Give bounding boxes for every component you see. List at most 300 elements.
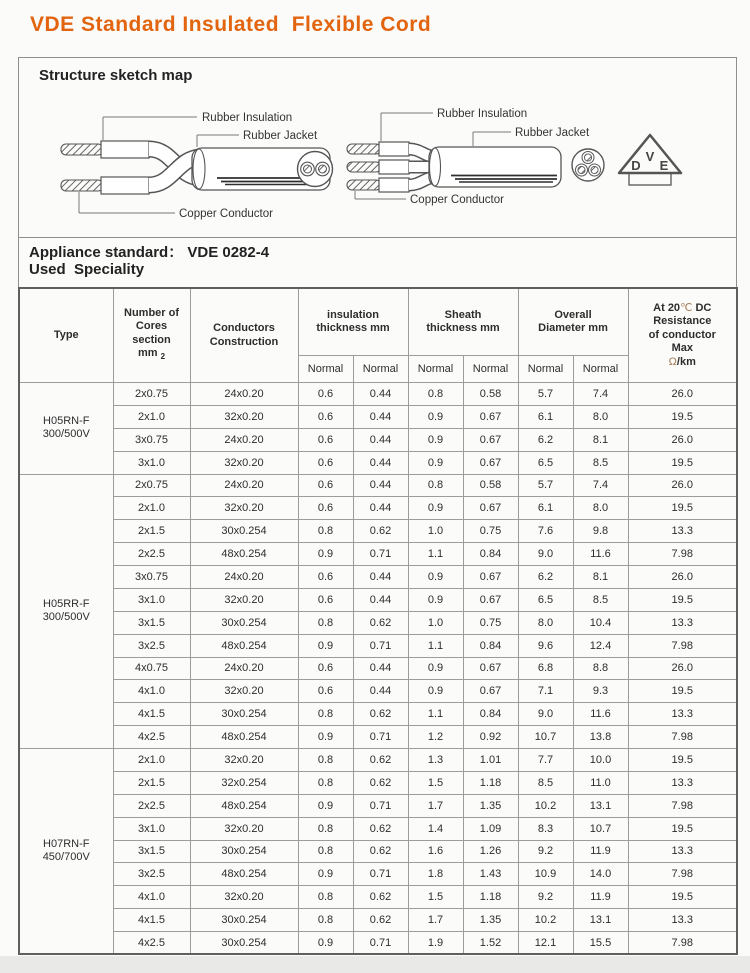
data-cell: 9.6 <box>518 634 573 657</box>
data-cell: 0.8 <box>408 383 463 406</box>
data-cell: 0.67 <box>463 588 518 611</box>
header-overall-line2: Diameter mm <box>538 322 608 334</box>
data-cell: 0.62 <box>353 749 408 772</box>
data-cell: 4x2.5 <box>113 932 190 955</box>
label-copper-conductor: Copper Conductor <box>410 194 504 206</box>
data-cell: 10.0 <box>573 749 628 772</box>
data-cell: 1.7 <box>408 794 463 817</box>
data-cell: 12.1 <box>518 932 573 955</box>
data-cell: 7.98 <box>628 726 737 749</box>
table-row <box>19 817 737 840</box>
data-cell: 0.67 <box>463 680 518 703</box>
header-resistance-line3: of conductor <box>648 328 716 341</box>
data-cell: 2x1.0 <box>113 749 190 772</box>
subheader-normal-3: Normal <box>408 356 463 383</box>
data-cell: 24x0.20 <box>190 383 298 406</box>
data-cell: 9.8 <box>573 520 628 543</box>
data-cell: 1.09 <box>463 817 518 840</box>
header-conductors-line2: Construction <box>209 335 279 348</box>
table-row <box>19 726 737 749</box>
data-cell: 0.8 <box>298 909 353 932</box>
page-title: VDE Standard Insulated Flexible Cord <box>30 13 432 36</box>
label-rubber-jacket: Rubber Jacket <box>515 127 590 139</box>
data-cell: 13.1 <box>573 909 628 932</box>
data-cell: 24x0.20 <box>190 657 298 680</box>
data-cell: 4x1.5 <box>113 909 190 932</box>
data-cell: 7.98 <box>628 543 737 566</box>
data-cell: 3x2.5 <box>113 863 190 886</box>
data-cell: 3x1.0 <box>113 588 190 611</box>
data-cell: 1.35 <box>463 909 518 932</box>
data-cell: 4x1.0 <box>113 886 190 909</box>
data-cell: 0.71 <box>353 863 408 886</box>
wire-3 <box>347 178 409 192</box>
data-cell: 2x1.0 <box>113 405 190 428</box>
data-cell: 3x2.5 <box>113 634 190 657</box>
structure-sketch-box <box>18 57 737 238</box>
data-cell: 0.62 <box>353 771 408 794</box>
data-cell: 7.98 <box>628 932 737 955</box>
data-cell: 0.44 <box>353 588 408 611</box>
data-cell: 0.67 <box>463 497 518 520</box>
table-row <box>19 886 737 909</box>
data-cell: 2x2.5 <box>113 794 190 817</box>
data-cell: 0.44 <box>353 428 408 451</box>
header-insulation-line1: insulation <box>327 308 379 321</box>
data-cell: 0.62 <box>353 840 408 863</box>
data-cell: 1.6 <box>408 840 463 863</box>
data-cell: 3x0.75 <box>113 428 190 451</box>
type-cell-H05RR-F: H05RR-F 300/500V <box>19 474 113 749</box>
table-row <box>19 932 737 955</box>
label-rubber-insulation: Rubber Insulation <box>202 112 293 124</box>
data-cell: 8.1 <box>573 428 628 451</box>
data-cell: 0.9 <box>298 634 353 657</box>
data-cell: 2x0.75 <box>113 474 190 497</box>
wire-bottom <box>61 177 149 194</box>
data-cell: 32x0.20 <box>190 886 298 909</box>
data-cell: 8.1 <box>573 566 628 589</box>
cross-section-3core <box>572 149 604 181</box>
data-cell: 32x0.20 <box>190 680 298 703</box>
header-type: Type <box>19 288 113 383</box>
header-insulation <box>298 288 408 356</box>
data-cell: 0.62 <box>353 886 408 909</box>
data-cell: 0.9 <box>408 405 463 428</box>
data-cell: 0.8 <box>298 886 353 909</box>
data-cell: 0.9 <box>298 863 353 886</box>
table-row <box>19 588 737 611</box>
data-cell: 4x1.0 <box>113 680 190 703</box>
sketch-heading: Structure sketch map <box>39 67 193 84</box>
data-cell: 48x0.254 <box>190 863 298 886</box>
table-row <box>19 405 737 428</box>
data-cell: 6.1 <box>518 405 573 428</box>
data-cell: 0.44 <box>353 451 408 474</box>
table-row <box>19 520 737 543</box>
data-cell: 19.5 <box>628 451 737 474</box>
data-cell: 1.35 <box>463 794 518 817</box>
data-cell: 0.6 <box>298 497 353 520</box>
data-cell: 13.3 <box>628 771 737 794</box>
table-row <box>19 543 737 566</box>
data-cell: 0.8 <box>298 520 353 543</box>
vde-letter-d: D <box>631 158 641 173</box>
data-cell: 0.44 <box>353 474 408 497</box>
data-cell: 0.8 <box>298 749 353 772</box>
subheader-normal-5: Normal <box>518 356 573 383</box>
data-cell: 7.4 <box>573 474 628 497</box>
header-cores-line2: Cores <box>135 320 168 333</box>
header-overall <box>518 288 628 356</box>
data-cell: 0.9 <box>408 657 463 680</box>
data-cell: 10.7 <box>573 817 628 840</box>
data-cell: 0.71 <box>353 634 408 657</box>
data-cell: 30x0.254 <box>190 611 298 634</box>
data-cell: 0.67 <box>463 657 518 680</box>
vde-letter-v: V <box>645 149 655 164</box>
data-cell: 26.0 <box>628 474 737 497</box>
data-cell: 5.7 <box>518 383 573 406</box>
data-cell: 1.2 <box>408 726 463 749</box>
data-cell: 0.9 <box>298 543 353 566</box>
header-sheath <box>408 288 518 356</box>
data-cell: 0.8 <box>298 771 353 794</box>
type-cell-H05RN-F: H05RN-F 300/500V <box>19 383 113 475</box>
appliance-standard-section <box>18 236 737 287</box>
spec-table <box>18 287 738 955</box>
data-cell: 0.44 <box>353 680 408 703</box>
data-cell: 0.58 <box>463 383 518 406</box>
data-cell: 26.0 <box>628 383 737 406</box>
data-cell: 1.3 <box>408 749 463 772</box>
data-cell: 0.75 <box>463 611 518 634</box>
data-cell: 13.3 <box>628 840 737 863</box>
header-cores-line1: Number of <box>124 306 179 319</box>
data-cell: 13.3 <box>628 520 737 543</box>
wire-top <box>61 141 149 158</box>
data-cell: 13.1 <box>573 794 628 817</box>
table-row <box>19 840 737 863</box>
vde-letter-e: E <box>659 158 669 173</box>
data-cell: 32x0.20 <box>190 749 298 772</box>
data-cell: 0.9 <box>298 726 353 749</box>
data-cell: 10.7 <box>518 726 573 749</box>
table-row <box>19 634 737 657</box>
data-cell: 0.8 <box>298 840 353 863</box>
data-cell: 1.5 <box>408 771 463 794</box>
data-cell: 13.3 <box>628 703 737 726</box>
data-cell: 0.6 <box>298 451 353 474</box>
spec-table-body <box>19 383 737 955</box>
data-cell: 0.9 <box>408 588 463 611</box>
table-row <box>19 566 737 589</box>
data-cell: 0.71 <box>353 794 408 817</box>
data-cell: 15.5 <box>573 932 628 955</box>
data-cell: 2x2.5 <box>113 543 190 566</box>
data-cell: 0.44 <box>353 657 408 680</box>
data-cell: 30x0.254 <box>190 703 298 726</box>
rubber-jacket-body <box>429 147 561 187</box>
data-cell: 0.9 <box>408 451 463 474</box>
data-cell: 30x0.254 <box>190 840 298 863</box>
data-cell: 2x1.5 <box>113 771 190 794</box>
table-row <box>19 680 737 703</box>
table-row <box>19 863 737 886</box>
data-cell: 11.9 <box>573 886 628 909</box>
data-cell: 6.5 <box>518 588 573 611</box>
data-cell: 7.98 <box>628 794 737 817</box>
wire-1 <box>347 142 409 156</box>
table-row <box>19 497 737 520</box>
data-cell: 0.9 <box>408 497 463 520</box>
data-cell: 0.9 <box>298 932 353 955</box>
table-row <box>19 703 737 726</box>
cross-section-2core <box>298 152 333 187</box>
data-cell: 32x0.20 <box>190 817 298 840</box>
data-cell: 30x0.254 <box>190 520 298 543</box>
data-cell: 1.26 <box>463 840 518 863</box>
data-cell: 0.84 <box>463 543 518 566</box>
data-cell: 6.5 <box>518 451 573 474</box>
data-cell: 0.6 <box>298 428 353 451</box>
data-cell: 9.3 <box>573 680 628 703</box>
data-cell: 11.6 <box>573 543 628 566</box>
data-cell: 0.62 <box>353 703 408 726</box>
data-cell: 24x0.20 <box>190 474 298 497</box>
label-copper-conductor: Copper Conductor <box>179 208 273 220</box>
table-row <box>19 749 737 772</box>
data-cell: 8.5 <box>518 771 573 794</box>
data-cell: 26.0 <box>628 428 737 451</box>
table-row <box>19 909 737 932</box>
data-cell: 12.4 <box>573 634 628 657</box>
label-rubber-insulation: Rubber Insulation <box>437 108 528 120</box>
data-cell: 9.2 <box>518 840 573 863</box>
data-cell: 1.52 <box>463 932 518 955</box>
data-cell: 0.8 <box>298 817 353 840</box>
header-resistance-line5: Ω/km <box>668 355 696 368</box>
data-cell: 0.67 <box>463 566 518 589</box>
data-cell: 11.0 <box>573 771 628 794</box>
data-cell: 3x1.5 <box>113 611 190 634</box>
data-cell: 0.84 <box>463 703 518 726</box>
data-cell: 7.98 <box>628 863 737 886</box>
header-resistance <box>628 288 737 383</box>
data-cell: 0.62 <box>353 611 408 634</box>
data-cell: 3x1.0 <box>113 817 190 840</box>
data-cell: 19.5 <box>628 817 737 840</box>
data-cell: 7.7 <box>518 749 573 772</box>
data-cell: 24x0.20 <box>190 566 298 589</box>
header-sheath-line2: thickness mm <box>426 322 500 334</box>
data-cell: 4x1.5 <box>113 703 190 726</box>
header-sheath-line1: Sheath <box>444 308 482 321</box>
data-cell: 13.8 <box>573 726 628 749</box>
table-header <box>19 288 737 383</box>
data-cell: 0.67 <box>463 405 518 428</box>
cable-diagram-3core <box>345 91 735 233</box>
data-cell: 19.5 <box>628 405 737 428</box>
data-cell: 14.0 <box>573 863 628 886</box>
data-cell: 1.1 <box>408 634 463 657</box>
data-cell: 32x0.254 <box>190 771 298 794</box>
subheader-normal-6: Normal <box>573 356 628 383</box>
data-cell: 8.5 <box>573 451 628 474</box>
data-cell: 8.0 <box>518 611 573 634</box>
data-cell: 13.3 <box>628 611 737 634</box>
data-cell: 10.2 <box>518 794 573 817</box>
header-cores <box>113 288 190 383</box>
data-cell: 0.67 <box>463 451 518 474</box>
data-cell: 3x1.0 <box>113 451 190 474</box>
subheader-normal-4: Normal <box>463 356 518 383</box>
data-cell: 7.1 <box>518 680 573 703</box>
data-cell: 0.6 <box>298 566 353 589</box>
data-cell: 7.4 <box>573 383 628 406</box>
data-cell: 32x0.20 <box>190 451 298 474</box>
header-overall-line1: Overall <box>554 308 592 321</box>
table-row <box>19 474 737 497</box>
data-cell: 8.0 <box>573 497 628 520</box>
table-row <box>19 451 737 474</box>
data-cell: 0.6 <box>298 474 353 497</box>
header-resistance-line2: Resistance <box>653 315 712 328</box>
data-cell: 7.6 <box>518 520 573 543</box>
data-cell: 8.8 <box>573 657 628 680</box>
data-cell: 0.6 <box>298 383 353 406</box>
data-cell: 1.18 <box>463 771 518 794</box>
data-cell: 13.3 <box>628 909 737 932</box>
page-bottom-margin <box>0 956 750 973</box>
data-cell: 0.44 <box>353 405 408 428</box>
data-cell: 0.67 <box>463 428 518 451</box>
data-cell: 11.6 <box>573 703 628 726</box>
data-cell: 11.9 <box>573 840 628 863</box>
data-cell: 3x0.75 <box>113 566 190 589</box>
table-row <box>19 383 737 406</box>
header-cores-unit: mm $_2$ <box>137 347 166 362</box>
data-cell: 19.5 <box>628 497 737 520</box>
data-cell: 0.8 <box>408 474 463 497</box>
data-cell: 32x0.20 <box>190 588 298 611</box>
header-insulation-line2: thickness mm <box>316 322 390 334</box>
data-cell: 6.1 <box>518 497 573 520</box>
subheader-normal-2: Normal <box>353 356 408 383</box>
header-resistance-line4: Max <box>671 342 693 355</box>
table-row <box>19 657 737 680</box>
data-cell: 1.9 <box>408 932 463 955</box>
data-cell: 0.6 <box>298 680 353 703</box>
data-cell: 8.5 <box>573 588 628 611</box>
data-cell: 8.0 <box>573 405 628 428</box>
data-cell: 8.3 <box>518 817 573 840</box>
data-cell: 19.5 <box>628 680 737 703</box>
data-cell: 0.92 <box>463 726 518 749</box>
data-cell: 0.6 <box>298 657 353 680</box>
header-cores-line3: section <box>132 333 171 346</box>
data-cell: 0.71 <box>353 726 408 749</box>
data-cell: 0.75 <box>463 520 518 543</box>
data-cell: 0.6 <box>298 405 353 428</box>
data-cell: 48x0.254 <box>190 543 298 566</box>
data-cell: 3x1.5 <box>113 840 190 863</box>
header-conductors <box>190 288 298 383</box>
data-cell: 1.1 <box>408 543 463 566</box>
data-cell: 0.58 <box>463 474 518 497</box>
data-cell: 0.84 <box>463 634 518 657</box>
data-cell: 0.71 <box>353 932 408 955</box>
data-cell: 0.9 <box>408 680 463 703</box>
data-cell: 26.0 <box>628 657 737 680</box>
wire-2 <box>347 160 409 174</box>
label-rubber-jacket: Rubber Jacket <box>243 130 318 142</box>
table-row <box>19 428 737 451</box>
data-cell: 0.8 <box>298 703 353 726</box>
data-cell: 19.5 <box>628 588 737 611</box>
data-cell: 0.62 <box>353 909 408 932</box>
data-cell: 1.43 <box>463 863 518 886</box>
data-cell: 19.5 <box>628 886 737 909</box>
data-cell: 0.62 <box>353 817 408 840</box>
data-cell: 1.8 <box>408 863 463 886</box>
table-row <box>19 771 737 794</box>
data-cell: 10.9 <box>518 863 573 886</box>
data-cell: 24x0.20 <box>190 428 298 451</box>
data-cell: 32x0.20 <box>190 497 298 520</box>
data-cell: 30x0.254 <box>190 909 298 932</box>
data-cell: 0.9 <box>408 428 463 451</box>
data-cell: 9.0 <box>518 543 573 566</box>
data-cell: 1.1 <box>408 703 463 726</box>
data-cell: 0.6 <box>298 588 353 611</box>
data-cell: 26.0 <box>628 566 737 589</box>
data-cell: 1.0 <box>408 611 463 634</box>
data-cell: 0.9 <box>298 794 353 817</box>
data-cell: 2x0.75 <box>113 383 190 406</box>
data-cell: 19.5 <box>628 749 737 772</box>
data-cell: 1.7 <box>408 909 463 932</box>
data-cell: 9.2 <box>518 886 573 909</box>
data-cell: 4x2.5 <box>113 726 190 749</box>
vde-logo <box>619 135 681 185</box>
header-conductors-line1: Conductors <box>213 322 275 334</box>
data-cell: 6.2 <box>518 428 573 451</box>
data-cell: 6.2 <box>518 566 573 589</box>
data-cell: 10.4 <box>573 611 628 634</box>
data-cell: 7.98 <box>628 634 737 657</box>
data-cell: 0.8 <box>298 611 353 634</box>
table-row <box>19 611 737 634</box>
table-row <box>19 794 737 817</box>
data-cell: 6.8 <box>518 657 573 680</box>
data-cell: 0.71 <box>353 543 408 566</box>
data-cell: 32x0.20 <box>190 405 298 428</box>
type-cell-H07RN-F: H07RN-F 450/700V <box>19 749 113 955</box>
data-cell: 10.2 <box>518 909 573 932</box>
data-cell: 1.4 <box>408 817 463 840</box>
data-cell: 1.18 <box>463 886 518 909</box>
data-cell: 1.0 <box>408 520 463 543</box>
data-cell: 0.44 <box>353 566 408 589</box>
data-cell: 2x1.0 <box>113 497 190 520</box>
appliance-standard-line: Appliance standard： VDE 0282-4 <box>29 244 270 261</box>
subheader-normal-1: Normal <box>298 356 353 383</box>
data-cell: 5.7 <box>518 474 573 497</box>
cable-diagram-2core <box>37 91 359 233</box>
data-cell: 0.44 <box>353 497 408 520</box>
data-cell: 48x0.254 <box>190 726 298 749</box>
